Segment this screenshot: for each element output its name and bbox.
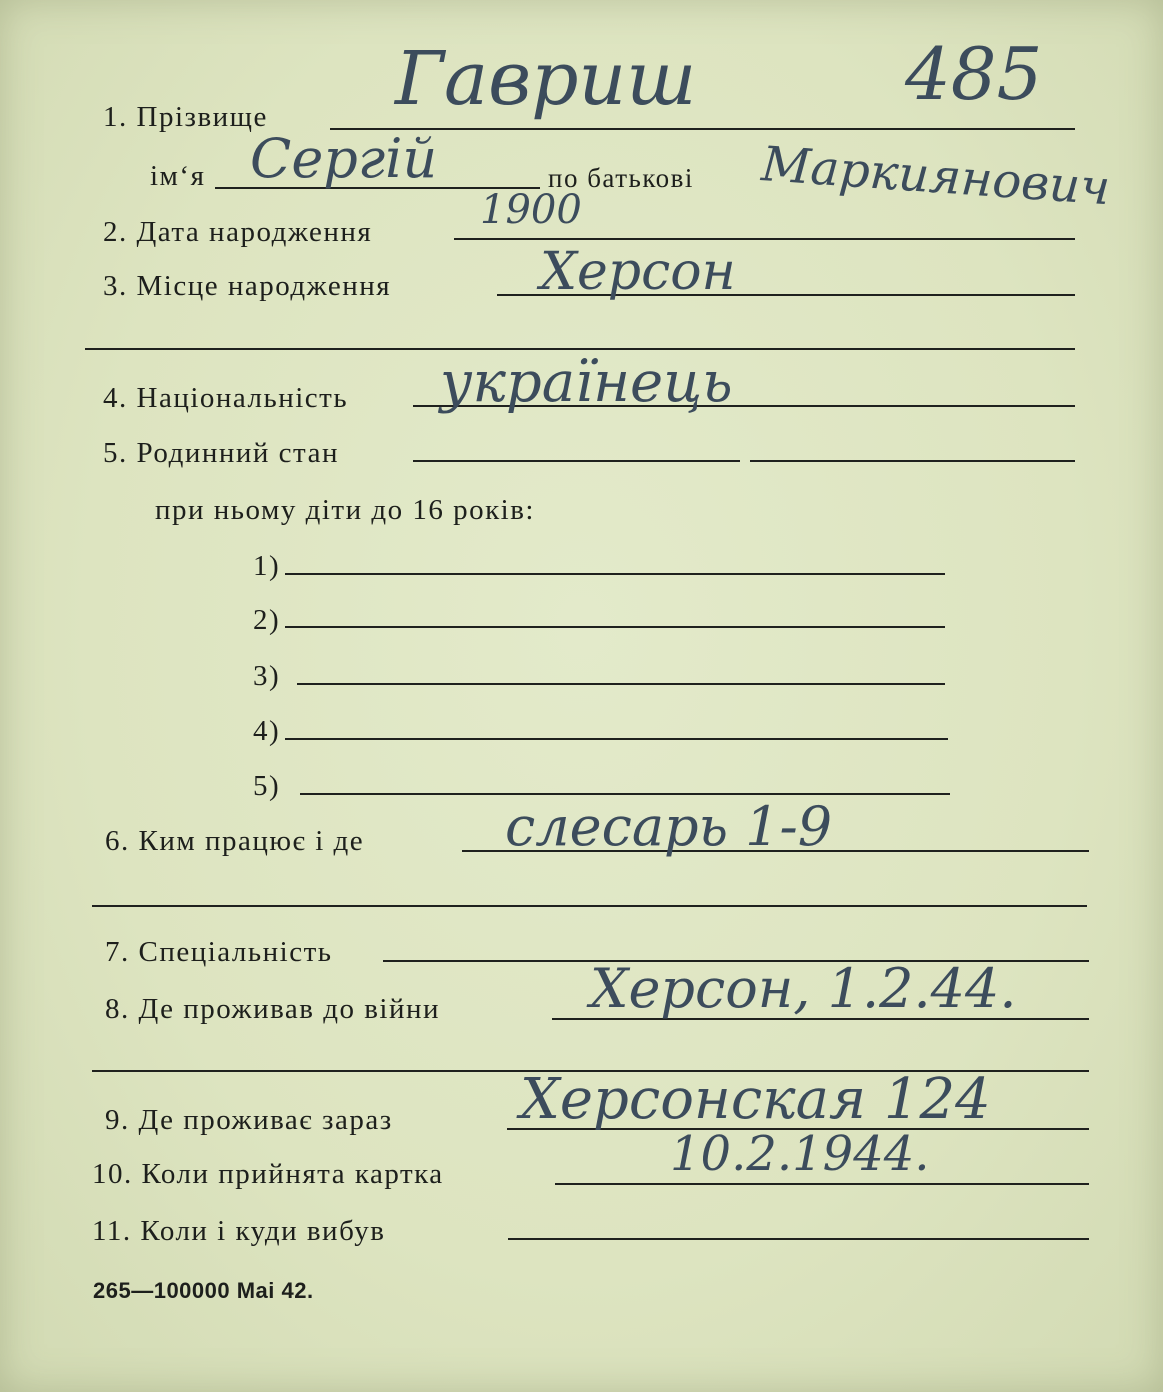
field-name-label: ім‘я: [150, 160, 206, 192]
field-nationality-label: 4. Національність: [103, 382, 349, 414]
child-3-line: [297, 683, 945, 685]
field-card-date-label: 10. Коли прийнята картка: [92, 1158, 444, 1190]
handwritten-name: Сергій: [250, 127, 438, 190]
field-surname-label: 1. Прізвище: [103, 101, 268, 133]
field-speciality-label: 7. Спеціальність: [105, 936, 333, 968]
field-marital-label: 5. Родинний стан: [103, 437, 339, 469]
handwritten-patronymic: Маркиянович: [759, 136, 1112, 217]
handwritten-birth-year: 1900: [480, 187, 582, 233]
child-1-line: [285, 573, 945, 575]
handwritten-number: 485: [905, 32, 1043, 116]
field-birthplace-label: 3. Місце народження: [103, 270, 392, 302]
field-work-line-2: [92, 905, 1087, 907]
handwritten-surname: Гавриш: [395, 36, 697, 122]
field-birthdate-line: [454, 238, 1075, 240]
handwritten-birthplace: Херсон: [540, 242, 736, 302]
field-birthdate-label: 2. Дата народження: [103, 216, 373, 248]
handwritten-work: слесарь 1-9: [505, 795, 833, 858]
field-departed-line: [508, 1238, 1089, 1240]
field-departed-label: 11. Коли і куди вибув: [92, 1215, 386, 1247]
field-patronymic-label: по батькові: [548, 163, 694, 193]
field-children-label: при ньому діти до 16 років:: [155, 494, 535, 526]
child-3-label: 3): [253, 660, 281, 692]
child-1-label: 1): [253, 550, 281, 582]
field-marital-line-2: [750, 460, 1075, 462]
field-surname-line: [330, 128, 1075, 130]
field-marital-line-1: [413, 460, 740, 462]
child-2-label: 2): [253, 604, 281, 636]
handwritten-address: Херсонская 124: [520, 1067, 991, 1132]
handwritten-nationality: українець: [440, 350, 733, 415]
handwritten-card-date: 10.2.1944.: [670, 1126, 930, 1182]
print-code: 265—100000 Mai 42.: [93, 1278, 314, 1303]
child-4-label: 4): [253, 715, 281, 747]
field-card-date-line: [555, 1183, 1089, 1185]
field-address-label: 9. Де проживає зараз: [105, 1104, 393, 1136]
child-4-line: [285, 738, 948, 740]
child-5-label: 5): [253, 770, 281, 802]
field-work-label: 6. Ким працює і де: [105, 825, 365, 857]
child-2-line: [285, 626, 945, 628]
field-before-war-label: 8. Де проживав до війни: [105, 993, 441, 1025]
handwritten-before-war: Херсон, 1.2.44.: [590, 957, 1017, 1020]
